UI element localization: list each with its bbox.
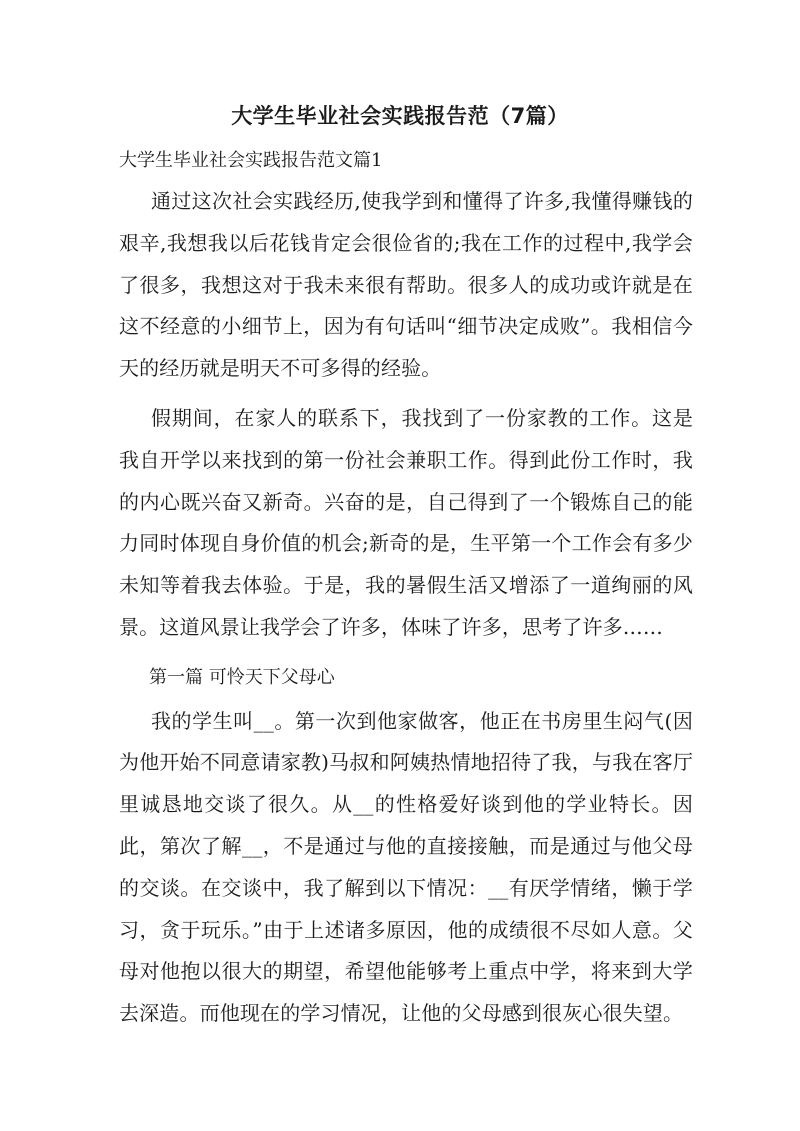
document-subtitle: 大学生毕业社会实践报告范文篇1: [119, 150, 383, 171]
section-paragraph: 我的学生叫__。第一次到他家做客，他正在书房里生闷气(因为他开始不同意请家教)马叔和阿姨热情地招待了我，与我在客厅里诚恳地交谈了很久。从__的性格爱好谈到他的学业特长。因此，第次了解__，不是通过与他的直接接触，而是通过与他父母的交谈。在交谈中，我了解到以下情况：__有厌学情绪，懒于学习，贪于玩乐。”由于上述诸多原因，他的成绩很不尽如人意。父母对他抱以很大的期望，希望他能够考上重点中学，将来到大学去深造。而他现在的学习情况，让他的父母感到很灰心很失望。: [119, 708, 693, 1026]
paragraph-2: 假期间，在家人的联系下，我找到了一份家教的工作。这是我自开学以来找到的第一份社会兼职工作。得到此份工作时，我的内心既兴奋又新奇。兴奋的是，自己得到了一个锻炼自己的能力同时体现自身价值的机会;新奇的是，生平第一个工作会有多少未知等着我去体验。于是，我的暑假生活又增添了一道绚丽的风景。这道风景让我学会了许多，体味了许多，思考了许多……: [119, 405, 693, 639]
paragraph-1: 通过这次社会实践经历,使我学到和懂得了许多,我懂得赚钱的艰辛,我想我以后花钱肯定会很俭省的;我在工作的过程中,我学会了很多，我想这对于我未来很有帮助。很多人的成功或许就是在这不经意的小细节上，因为有句话叫“细节决定成败”。我相信今天的经历就是明天不可多得的经验。: [119, 189, 693, 381]
document-title: 大学生毕业社会实践报告范（7篇）: [231, 104, 569, 128]
section-heading: 第一篇 可怜天下父母心: [149, 666, 335, 688]
document-body: [119, 181, 693, 1035]
